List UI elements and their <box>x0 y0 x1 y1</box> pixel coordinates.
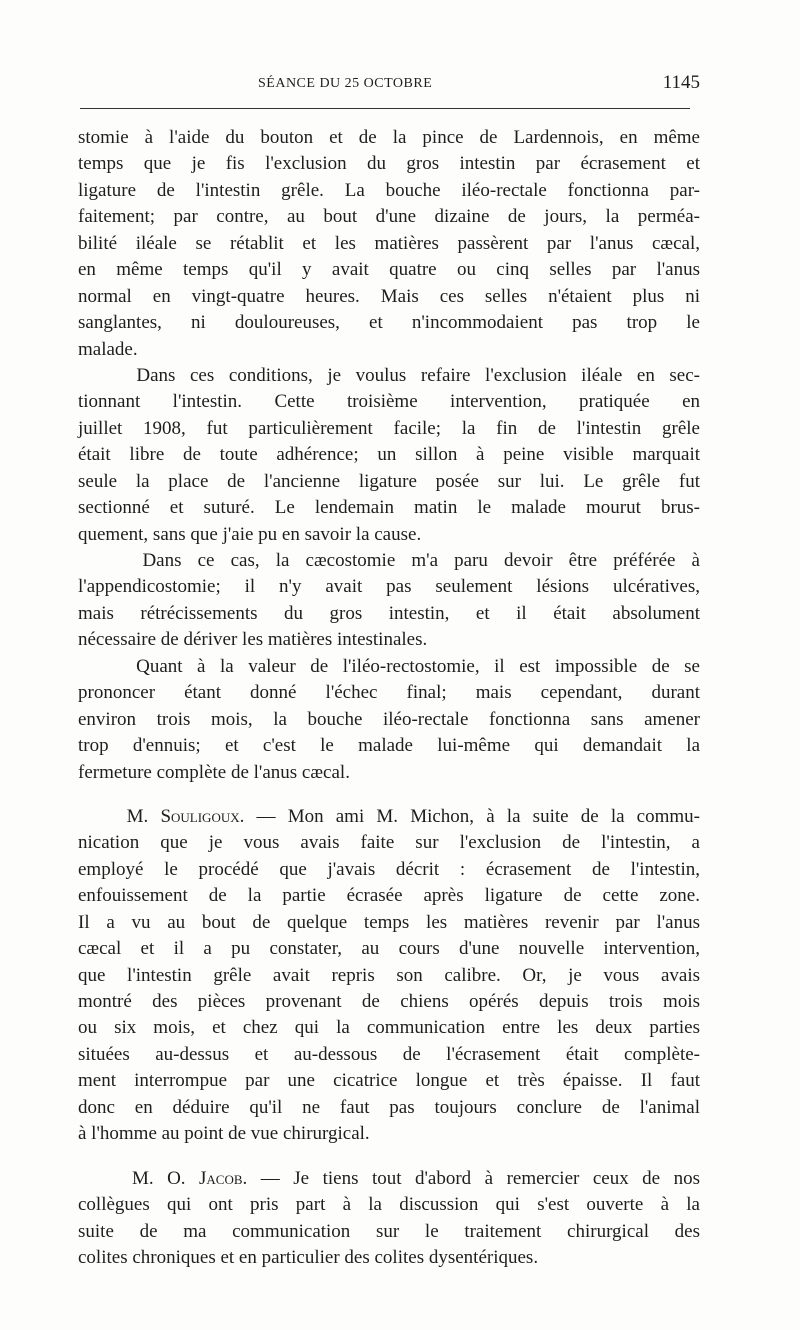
text-line: seule la place de l'ancienne ligature posée sur lui. Le grêle fut <box>78 470 700 492</box>
speaker-name: M. O. Jacob. <box>131 1167 248 1189</box>
text-line: l'appendicostomie; il n'y avait pas seulement lésions ulcératives, <box>78 576 700 598</box>
paragraph <box>78 125 700 363</box>
text-line: nécessaire de dériver les matières intestinales. <box>78 629 428 651</box>
running-title: SÉANCE DU 25 OCTOBRE <box>258 76 433 91</box>
text-line: sectionné et suturé. Le lendemain matin le malade mourut brus- <box>78 497 700 519</box>
text-line: cæcal et il a pu constater, au cours d'une nouvelle intervention, <box>78 938 700 960</box>
text-line: employé le procédé que j'avais décrit : écrasement de l'intestin, <box>78 858 700 880</box>
text-line: situées au-dessus et au-dessous de l'écrasement était complète- <box>78 1043 700 1065</box>
paragraph <box>78 363 700 548</box>
paragraph <box>78 654 700 786</box>
text-line: collègues qui ont pris part à la discussion qui s'est ouverte à la <box>78 1194 700 1216</box>
text-line: trop d'ennuis; et c'est le malade lui-même qui demandait la <box>78 735 700 757</box>
text-line: quement, sans que j'aie pu en savoir la cause. <box>78 523 422 545</box>
text-line: à l'homme au point de vue chirurgical. <box>78 1123 370 1145</box>
text-line: Il a vu au bout de quelque temps les matières revenir par l'anus <box>78 911 700 933</box>
text-line: prononcer étant donné l'échec final; mais cependant, durant <box>78 682 700 704</box>
text-line: stomie à l'aide du bouton et de la pince de Lardennois, en même <box>78 127 700 148</box>
intervention <box>78 804 700 1148</box>
paragraph-gap <box>78 786 700 804</box>
text-line: M. O. Jacob. — Je tiens tout d'abord à remercier ceux de nos <box>131 1167 700 1189</box>
header-rule <box>80 108 690 109</box>
intervention <box>78 1166 700 1272</box>
text-line: fermeture complète de l'anus cæcal. <box>78 761 350 783</box>
text-line: ment interrompue par une cicatrice longue et très épaisse. Il faut <box>78 1070 700 1092</box>
text-line: que l'intestin grêle avait repris son calibre. Or, je vous avais <box>78 964 700 986</box>
text-line: nication que je vous avais faite sur l'exclusion de l'intestin, a <box>78 832 700 854</box>
text-line: bilité iléale se rétablit et les matières passèrent par l'anus cæcal, <box>78 232 700 254</box>
text-line: temps que je fis l'exclusion du gros intestin par écrasement et <box>78 153 700 175</box>
paragraph-gap <box>78 1148 700 1166</box>
text-line: Dans ces conditions, je voulus refaire l'exclusion iléale en sec- <box>78 364 700 386</box>
page-body <box>78 125 700 1271</box>
text-line: mais rétrécissements du gros intestin, et il était absolument <box>78 602 700 624</box>
text-line: enfouissement de la partie écrasée après ligature de cette zone. <box>78 885 700 907</box>
text-line: environ trois mois, la bouche iléo-rectale fonctionna sans amener <box>78 708 700 730</box>
text-line: donc en déduire qu'il ne faut pas toujours conclure de l'animal <box>78 1096 700 1118</box>
paragraph <box>78 548 700 654</box>
text-line: montré des pièces provenant de chiens opérés depuis trois mois <box>78 991 700 1012</box>
text-line: en même temps qu'il y avait quatre ou cinq selles par l'anus <box>78 259 700 281</box>
text-line: normal en vingt-quatre heures. Mais ces selles n'étaient plus ni <box>78 285 700 307</box>
text-line: ligature de l'intestin grêle. La bouche iléo-rectale fonctionna par- <box>78 179 700 201</box>
text-line: malade. <box>78 338 138 360</box>
text-line: ou six mois, et chez qui la communication entre les deux parties <box>78 1017 700 1039</box>
text-line: M. Souligoux. — Mon ami M. Michon, à la suite de la commu- <box>126 805 701 827</box>
speaker-name: M. Souligoux. <box>126 805 245 827</box>
text-line: faitement; par contre, au bout d'une dizaine de jours, la perméa- <box>78 206 700 228</box>
running-header <box>78 72 700 102</box>
text-line: Dans ce cas, la cæcostomie m'a paru devoir être préférée à <box>78 550 700 571</box>
text-line: juillet 1908, fut particulièrement facile; la fin de l'intestin grêle <box>78 417 700 439</box>
text-line: tionnant l'intestin. Cette troisième intervention, pratiquée en <box>78 391 700 413</box>
text-line: suite de ma communication sur le traitement chirurgical des <box>78 1220 700 1242</box>
text-line: était libre de toute adhérence; un sillon à peine visible marquait <box>78 444 700 466</box>
page-number: 1145 <box>662 72 700 93</box>
text-line: Quant à la valeur de l'iléo-rectostomie, il est impossible de se <box>78 655 700 677</box>
text-line: sanglantes, ni douloureuses, et n'incommodaient pas trop le <box>78 312 700 334</box>
text-line: colites chroniques et en particulier des colites dysentériques. <box>78 1246 539 1268</box>
